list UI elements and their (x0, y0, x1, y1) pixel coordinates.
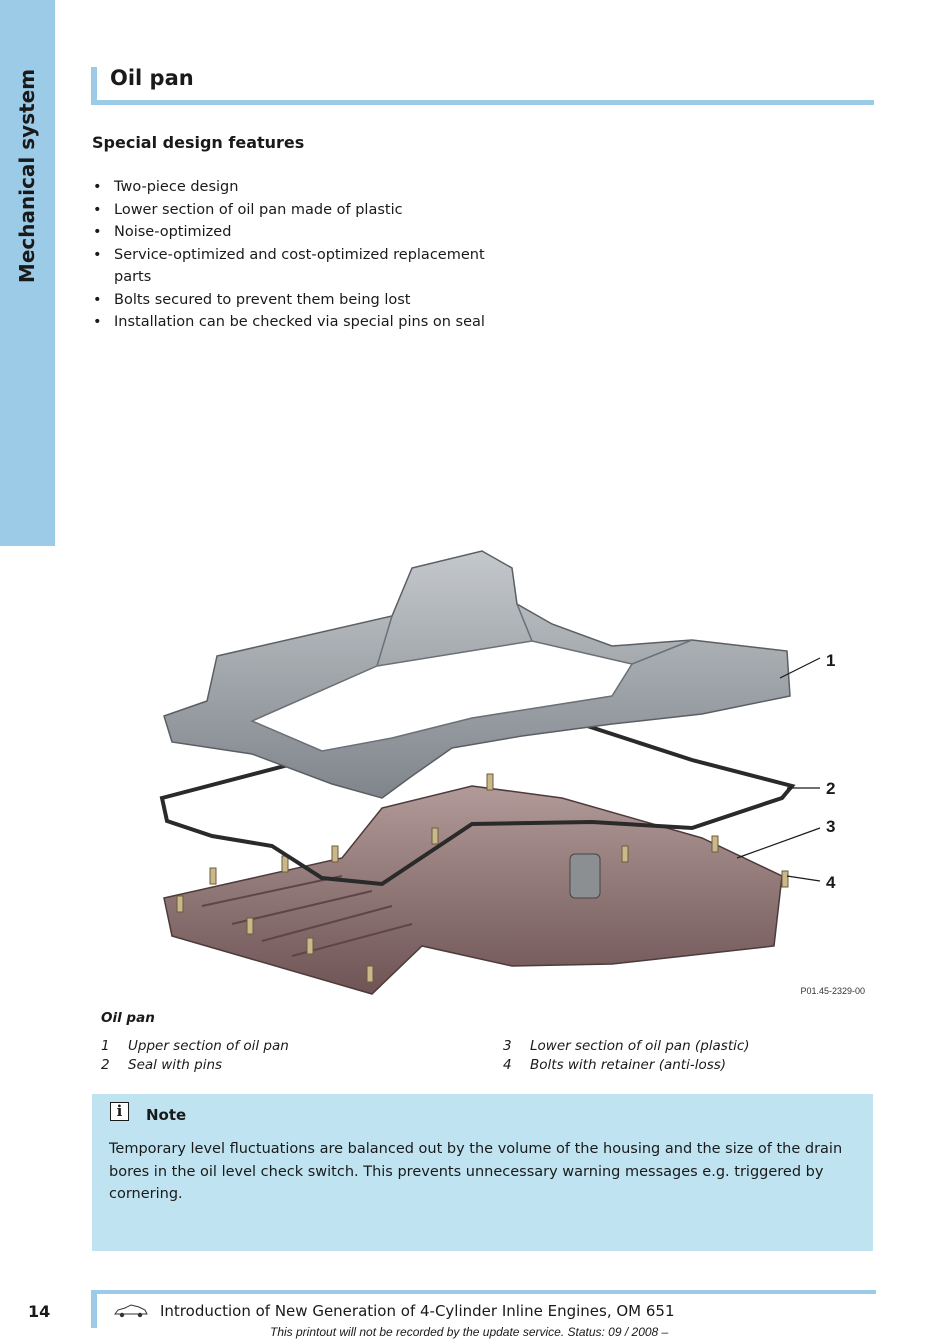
legend-number: 2 (101, 1057, 110, 1073)
footer-note: This printout will not be recorded by the update service. Status: 09 / 2008 – (270, 1325, 669, 1339)
footer-accent-bar (91, 1290, 97, 1328)
footer-rule (91, 1290, 876, 1294)
legend-item (101, 1037, 289, 1056)
section-heading: Special design features (92, 133, 305, 152)
note-text: Temporary level fluctuations are balanced out by the volume of the housing and the size of the drain bores in the oil level check switch. This prevents unnecessary warning messages e.g. triggered by cornering. (109, 1141, 843, 1202)
side-tab-label: Mechanical system (15, 68, 39, 284)
car-icon (114, 1304, 148, 1318)
legend-text: Seal with pins (128, 1057, 223, 1073)
note-box (92, 1094, 873, 1251)
callout-2: 2 (826, 779, 836, 798)
title-bar (91, 67, 874, 105)
list-item: • Noise-optimized (92, 221, 492, 244)
oil-pan-illustration (92, 546, 873, 1002)
callout-4: 4 (826, 873, 836, 892)
page-number: 14 (28, 1302, 51, 1321)
callout-1: 1 (826, 651, 836, 670)
feature-list (92, 176, 492, 334)
legend-item (503, 1056, 750, 1075)
list-item: • Two-piece design (92, 176, 492, 199)
lower-oil-pan (164, 774, 788, 994)
note-title: Note (146, 1106, 187, 1124)
info-icon: i (110, 1102, 129, 1121)
list-item: • Service-optimized and cost-optimized replacement parts (92, 244, 492, 289)
legend-item (503, 1037, 750, 1056)
title-underline (91, 100, 874, 105)
legend-text: Upper section of oil pan (128, 1038, 289, 1054)
footer-title: Introduction of New Generation of 4-Cylinder Inline Engines, OM 651 (160, 1302, 675, 1320)
oil-pan-figure (92, 546, 873, 1002)
legend-left (101, 1037, 289, 1075)
figure-caption: Oil pan (101, 1010, 155, 1026)
legend-number: 3 (503, 1038, 512, 1054)
figure-code: P01.45-2329-00 (800, 986, 865, 996)
footer-bar (91, 1290, 876, 1328)
list-item: • Installation can be checked via special pins on seal (92, 311, 492, 334)
legend-right (503, 1037, 750, 1075)
side-tab (0, 0, 55, 546)
page-title: Oil pan (110, 66, 194, 90)
callout-3: 3 (826, 817, 836, 836)
legend-text: Bolts with retainer (anti-loss) (530, 1057, 727, 1073)
legend-item (101, 1056, 289, 1075)
legend-number: 1 (101, 1038, 110, 1054)
legend-number: 4 (503, 1057, 512, 1073)
legend-text: Lower section of oil pan (plastic) (530, 1038, 750, 1054)
list-item: • Bolts secured to prevent them being lost (92, 289, 492, 312)
list-item: • Lower section of oil pan made of plastic (92, 199, 492, 222)
